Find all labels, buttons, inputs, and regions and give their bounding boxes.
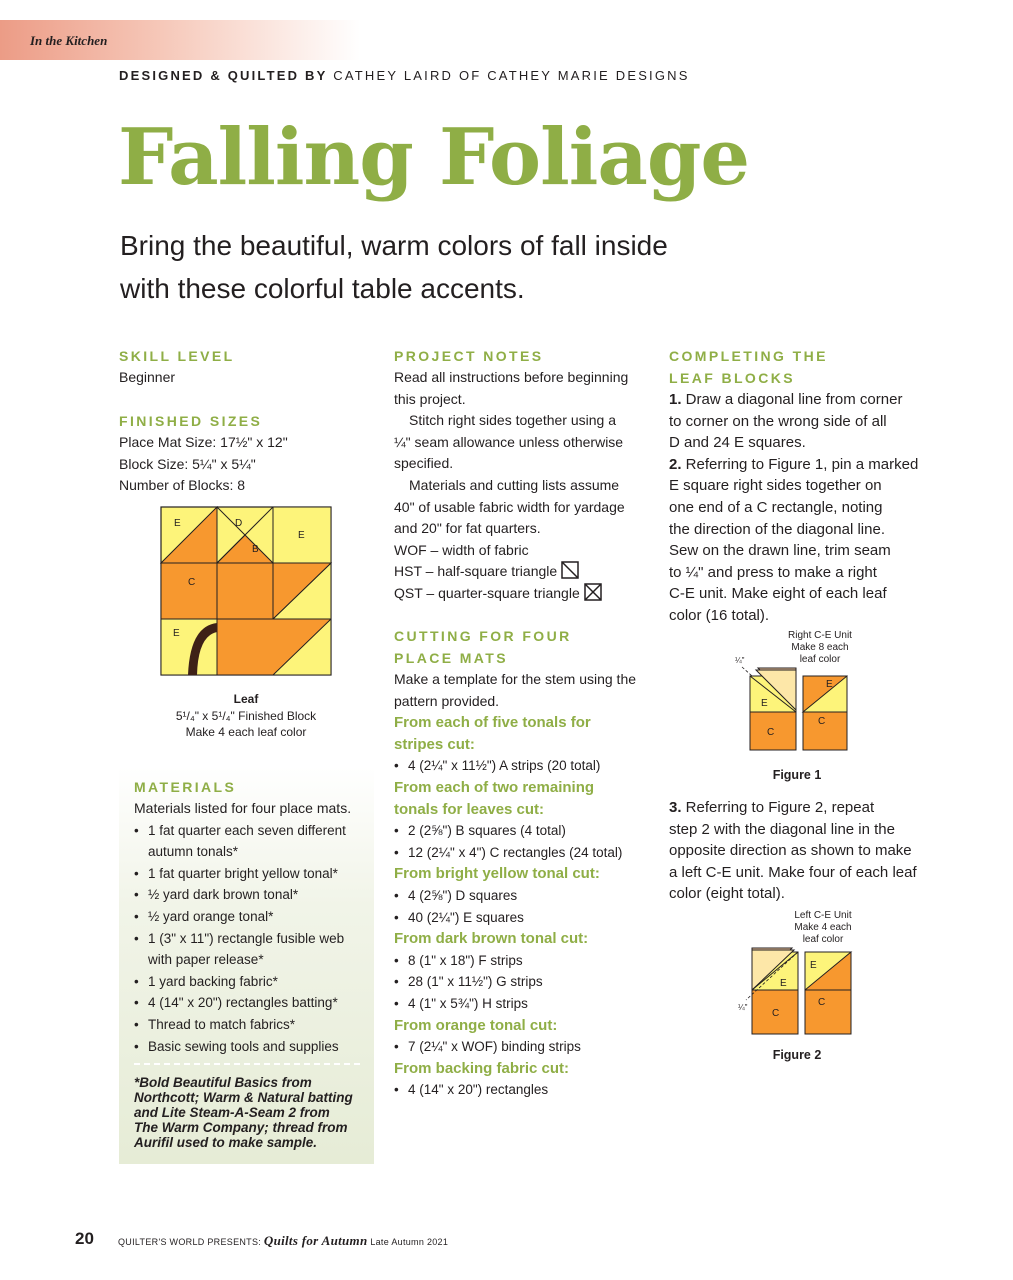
cutting-list — [394, 820, 649, 863]
cutting-intro: Make a template for the stem using the — [394, 671, 637, 687]
page-number: 20 — [75, 1229, 94, 1248]
hst-icon — [561, 561, 579, 579]
completing-heading: COMPLETING THE — [669, 348, 828, 364]
subtitle-line: Bring the beautiful, warm colors of fall inside — [120, 230, 668, 261]
cutting-section — [394, 625, 649, 1101]
leaf-block-diagram — [160, 506, 332, 676]
figure1-diagram — [730, 650, 850, 756]
cutting-group-title: From bright yellow tonal cut: — [394, 865, 600, 883]
materials-panel — [119, 767, 374, 1164]
materials-heading: MATERIALS — [134, 779, 237, 795]
leaf-patch — [161, 563, 217, 619]
cutting-group-title: stripes cut: — [394, 735, 475, 753]
byline-designer: CATHEY LAIRD OF CATHEY MARIE DESIGNS — [333, 68, 690, 83]
footer-pre: QUILTER'S WORLD PRESENTS: — [118, 1237, 262, 1247]
patch-label: C — [188, 577, 196, 588]
cutting-group-title: From each of two remaining — [394, 778, 595, 796]
footer-issue: Late Autumn 2021 — [370, 1237, 449, 1247]
completing-heading: LEAF BLOCKS — [669, 370, 795, 386]
patch-label: C — [818, 997, 826, 1008]
cutting-list — [394, 1036, 649, 1058]
cutting-list — [394, 885, 649, 928]
list-item: • 12 (2¼" x 4") C rectangles (24 total) — [394, 842, 649, 864]
size-line: Place Mat Size: 17½" x 12" — [119, 434, 288, 450]
list-item: • Basic sewing tools and supplies — [134, 1036, 369, 1058]
patch-label: E — [173, 628, 180, 639]
qst-icon — [584, 583, 602, 601]
list-item: • Thread to match fabrics* — [134, 1014, 369, 1036]
note-line: 40" of usable fabric width for yardage — [394, 498, 625, 515]
section-tab-label: In the Kitchen — [30, 33, 108, 48]
list-item: • 1 (3" x 11") rectangle fusible web with paper release* — [134, 928, 369, 971]
project-notes-heading: PROJECT NOTES — [394, 348, 544, 364]
footer-line — [118, 1233, 448, 1249]
cutting-list — [394, 950, 649, 1015]
step-3: 3. Referring to Figure 2, repeat step 2 with the diagonal line in the opposite direction as shown to make a left C-E unit. Make four of each leaf color (eight total). — [669, 799, 917, 903]
list-item: • ½ yard orange tonal* — [134, 906, 369, 928]
list-item: • ½ yard dark brown tonal* — [134, 884, 369, 906]
designer-byline — [119, 68, 690, 83]
skill-level-section — [119, 345, 369, 389]
finished-sizes-heading: FINISHED SIZES — [119, 413, 263, 429]
quarter-inch-label: ¼" — [735, 656, 745, 665]
patch-label: E — [826, 679, 833, 690]
size-line: Block Size: 5¼" x 5¼" — [119, 455, 256, 472]
list-item: • 28 (1" x 11½") G strips — [394, 971, 649, 993]
materials-intro: Materials listed for four place mats. — [134, 800, 352, 816]
patch-label: E — [810, 960, 817, 971]
hst-label: HST – half-square triangle — [394, 563, 558, 580]
patch-label: C — [772, 1008, 780, 1019]
cutting-group-title: tonals for leaves cut: — [394, 800, 545, 818]
list-item: • 4 (2⅝") D squares — [394, 885, 649, 907]
leaf-caption-size: 5¹/₄" x 5¹/₄" Finished Block — [175, 708, 317, 723]
figure2-title: Left C-E Unit Make 4 each leaf color — [794, 910, 852, 945]
list-item: • 8 (1" x 18") F strips — [394, 950, 649, 972]
note-line: Stitch right sides together using a — [409, 412, 617, 429]
figure2-diagram — [730, 940, 855, 1040]
patch-label: B — [252, 544, 259, 555]
patch-label: E — [780, 978, 787, 989]
cutting-list — [394, 1079, 649, 1101]
note-line: WOF – width of fabric — [394, 541, 529, 558]
note-line: Read all instructions before beginning — [394, 369, 629, 385]
leaf-caption-title: Leaf — [233, 692, 259, 706]
cutting-list — [394, 755, 649, 777]
note-line: and 20" for fat quarters. — [394, 520, 541, 537]
size-line: Number of Blocks: 8 — [119, 477, 246, 494]
skill-level-heading: SKILL LEVEL — [119, 348, 235, 364]
project-notes-section — [394, 345, 644, 605]
leaf-caption-make: Make 4 each leaf color — [185, 725, 307, 739]
cutting-group-title: From each of five tonals for — [394, 714, 591, 732]
note-line: Materials and cutting lists assume — [409, 476, 620, 493]
list-item: • 2 (2⅝") B squares (4 total) — [394, 820, 649, 842]
completing-section — [669, 345, 939, 627]
materials-footnote: *Bold Beautiful Basics from Northcott; Warm & Natural batting and Lite Steam-A-Seam 2 from The Warm Company; thread from Aurifil used to make sample. — [134, 1075, 353, 1151]
patch-label: D — [235, 518, 243, 529]
cutting-heading: CUTTING FOR FOUR — [394, 628, 572, 644]
patch-label: E — [174, 518, 181, 529]
note-line — [394, 583, 644, 605]
leaf-block-caption — [136, 691, 356, 741]
note-line — [394, 561, 644, 583]
dashed-divider — [134, 1063, 360, 1065]
list-item: • 4 (14" x 20") rectangles batting* — [134, 992, 369, 1014]
note-line: specified. — [394, 455, 454, 472]
materials-list — [134, 820, 369, 1058]
note-line: ¼" seam allowance unless otherwise — [394, 433, 624, 450]
list-item: • 7 (2¼" x WOF) binding strips — [394, 1036, 649, 1058]
step-2: 2. Referring to Figure 1, pin a marked E square right sides together on one end of a C rectangle, noting the direction of the diagonal line. Sew on the drawn line, trim seam to ¼" and press to make a right C-E unit. Make eight of each leaf color (16 total). — [669, 455, 919, 624]
cutting-heading: PLACE MATS — [394, 650, 508, 666]
quarter-inch-label: ¼" — [738, 1003, 748, 1012]
cutting-intro: pattern provided. — [394, 692, 500, 709]
cutting-group-title: From orange tonal cut: — [394, 1016, 558, 1034]
page-title: Falling Foliage — [118, 112, 750, 203]
section-tab — [0, 20, 360, 60]
note-line: this project. — [394, 390, 466, 407]
finished-sizes-section — [119, 410, 369, 497]
cutting-group-title: From dark brown tonal cut: — [394, 930, 589, 948]
step-1: 1. Draw a diagonal line from corner to corner on the wrong side of all D and 24 E squares. — [669, 391, 903, 452]
cutting-group-title: From backing fabric cut: — [394, 1059, 570, 1077]
byline-label: DESIGNED & QUILTED BY — [119, 68, 328, 83]
figure1-title: Right C-E Unit Make 8 each leaf color — [788, 630, 852, 665]
patch-label: C — [818, 716, 826, 727]
list-item: • 40 (2¼") E squares — [394, 907, 649, 929]
footer-book: Quilts for Autumn — [263, 1233, 368, 1248]
list-item: • 4 (2¼" x 11½") A strips (20 total) — [394, 755, 649, 777]
patch-label: C — [767, 727, 775, 738]
qst-label: QST – quarter-square triangle — [394, 584, 580, 601]
list-item: • 4 (14" x 20") rectangles — [394, 1079, 649, 1101]
list-item: • 1 yard backing fabric* — [134, 971, 369, 993]
subtitle-line: with these colorful table accents. — [120, 273, 525, 304]
skill-level-value: Beginner — [119, 369, 176, 385]
list-item: • 1 fat quarter each seven different autumn tonals* — [134, 820, 369, 863]
figure2-caption: Figure 2 — [772, 1048, 822, 1062]
patch-label: E — [298, 530, 305, 541]
list-item: • 1 fat quarter bright yellow tonal* — [134, 863, 369, 885]
page-subtitle — [120, 224, 820, 310]
figure1-caption: Figure 1 — [772, 768, 822, 782]
list-item: • 4 (1" x 5¾") H strips — [394, 993, 649, 1015]
patch-label: E — [761, 698, 768, 709]
